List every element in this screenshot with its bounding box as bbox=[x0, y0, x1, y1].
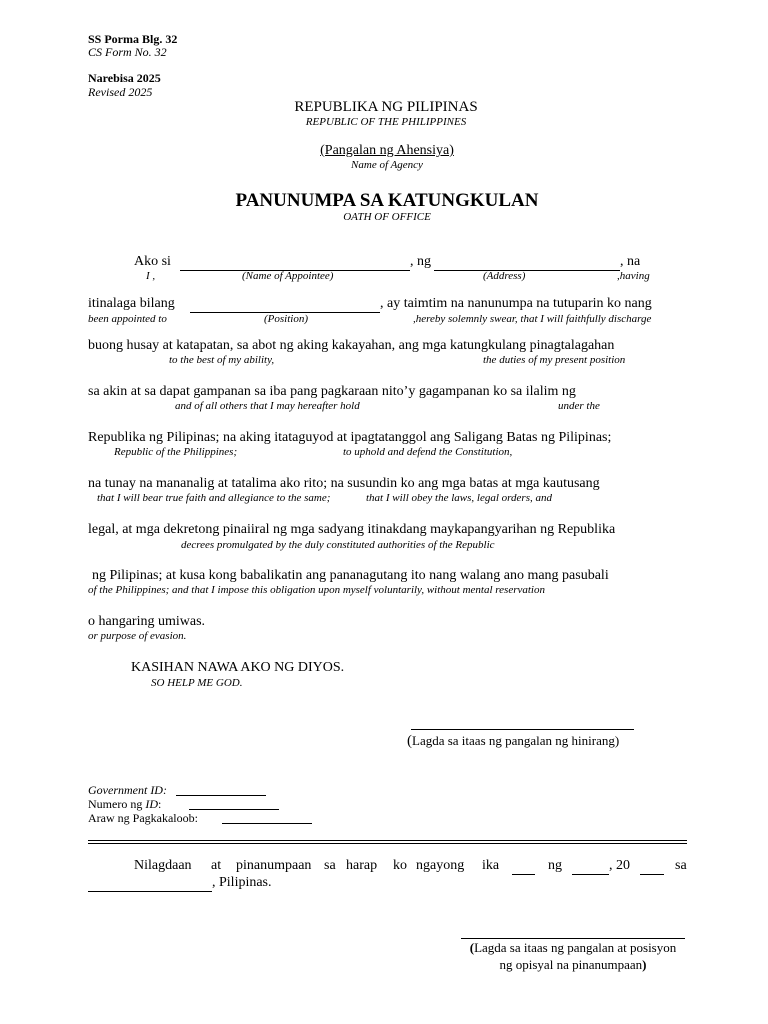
position-hint: (Position) bbox=[264, 313, 308, 325]
form-number-en: CS Form No. 32 bbox=[88, 45, 167, 59]
caption-text: Lagda sa itaas ng pangalan ng hinirang) bbox=[412, 733, 620, 748]
caption1-text: Lagda sa itaas ng pangalan at posisyon bbox=[474, 940, 677, 955]
month-blank[interactable] bbox=[572, 874, 609, 875]
place-blank[interactable] bbox=[88, 891, 212, 892]
government-id-blank[interactable] bbox=[176, 795, 266, 796]
government-id-label: Government ID: bbox=[88, 783, 167, 797]
country-fil: REPUBLIKA NG PILIPINAS bbox=[294, 99, 478, 115]
been-appointed-en: been appointed to bbox=[88, 313, 167, 325]
country-en: REPUBLIC OF THE PHILIPPINES bbox=[305, 116, 467, 128]
officer-signature-caption-2 bbox=[461, 957, 685, 973]
ako-si-label: Ako si bbox=[134, 254, 171, 269]
line8-text: ng Pilipinas; at kusa kong babalikatin ang pananagutang ito nang walang ano mang pasubali bbox=[92, 568, 609, 583]
address-hint: (Address) bbox=[483, 270, 526, 282]
divider-rule-top bbox=[88, 840, 687, 841]
araw-label: Araw ng Pagkakaloob: bbox=[88, 811, 198, 825]
attest-word-sa-1: sa bbox=[324, 858, 336, 873]
line7-en-1: decrees promulgated by the duly constituted authorities of the Republic bbox=[181, 539, 495, 551]
line5-en-2: to uphold and defend the Constitution, bbox=[343, 446, 513, 458]
line4-text: sa akin at sa dapat gampanan sa iba pang pagkaraan nito’y gagampanan ko sa ilalim ng bbox=[88, 384, 576, 399]
line6-en-1: that I will bear true faith and allegiance to the same; bbox=[97, 492, 331, 504]
line9-en-1: or purpose of evasion. bbox=[88, 630, 187, 642]
na-label: , na bbox=[620, 254, 641, 269]
officer-signature-caption-1 bbox=[461, 940, 685, 956]
revision-fil: Narebisa 2025 bbox=[88, 71, 161, 85]
agency-name-en: Name of Agency bbox=[351, 159, 423, 171]
government-id-row bbox=[88, 783, 167, 798]
hereby-en: ,hereby solemnly swear, that I will faithfully discharge bbox=[413, 313, 652, 325]
line6-text: na tunay na mananalig at tatalima ako rito; na susundin ko ang mga batas at mga kautusang bbox=[88, 476, 600, 491]
attest-word-pinanumpaan: pinanumpaan bbox=[236, 858, 312, 873]
itinalaga-label: itinalaga bilang bbox=[88, 296, 175, 311]
line8-en-1: of the Philippines; and that I impose this obligation upon myself voluntarily, without mental reservation bbox=[88, 584, 545, 596]
agency-name-placeholder: (Pangalan ng Ahensiya) bbox=[320, 143, 454, 158]
divider-rule-bottom bbox=[88, 843, 687, 844]
closing-en: SO HELP ME GOD. bbox=[151, 677, 243, 689]
attest-word-harap: harap bbox=[346, 858, 378, 873]
numero-id-row bbox=[88, 797, 161, 812]
attest-word-ngayong: ngayong bbox=[416, 858, 465, 873]
line7-text: legal, at mga dekretong pinaiiral ng mga sadyang itinakdang maykapangyarihan ng Republika bbox=[88, 522, 616, 537]
revision-en: Revised 2025 bbox=[88, 85, 153, 99]
line9-text: o hangaring umiwas. bbox=[88, 614, 206, 629]
day-blank[interactable] bbox=[512, 874, 535, 875]
attest-word-ng: ng bbox=[548, 858, 562, 873]
line2-text: , ay taimtim na nanunumpa na tutuparin ko nang bbox=[380, 296, 652, 311]
name-of-appointee-hint: (Name of Appointee) bbox=[242, 270, 334, 282]
araw-blank[interactable] bbox=[222, 823, 312, 824]
attest-word-at: at bbox=[211, 858, 222, 873]
numero-id-label-prefix: Numero ng bbox=[88, 797, 146, 811]
officer-signature-line[interactable] bbox=[461, 938, 685, 939]
line3-en-1: to the best of my ability, bbox=[169, 354, 275, 366]
attest-word-year-prefix: , 20 bbox=[609, 858, 630, 873]
year-blank[interactable] bbox=[640, 874, 664, 875]
numero-id-label-colon: : bbox=[158, 797, 162, 811]
caption-open-paren: ( bbox=[407, 733, 412, 749]
attest-word-nilagdaan: Nilagdaan bbox=[134, 858, 192, 873]
attest-word-ko: ko bbox=[393, 858, 407, 873]
appointee-signature-line[interactable] bbox=[411, 729, 634, 730]
line4-en-1: and of all others that I may hereafter hold bbox=[175, 400, 360, 412]
line3-en-2: the duties of my present position bbox=[483, 354, 626, 366]
page-title-en: OATH OF OFFICE bbox=[343, 211, 431, 223]
line3-text: buong husay at katapatan, sa abot ng aking kakayahan, ang mga katungkulang pinagtalagahan bbox=[88, 338, 615, 353]
line5-text: Republika ng Pilipinas; na aking itataguyod at ipagtatanggol ang Saligang Batas ng Pilipinas; bbox=[88, 430, 612, 445]
line6-en-2: that I will obey the laws, legal orders, and bbox=[366, 492, 552, 504]
address-blank[interactable] bbox=[434, 270, 620, 271]
line4-en-2: under the bbox=[558, 400, 600, 412]
i-en: I , bbox=[146, 270, 156, 282]
ng-label: , ng bbox=[410, 254, 431, 269]
caption2-close-paren: ) bbox=[642, 957, 647, 972]
having-en: ,having bbox=[617, 270, 650, 282]
closing-fil: KASIHAN NAWA AKO NG DIYOS. bbox=[131, 660, 345, 675]
form-number-fil: SS Porma Blg. 32 bbox=[88, 32, 178, 46]
caption1-open-paren: ( bbox=[469, 940, 475, 955]
page-title: PANUNUMPA SA KATUNGKULAN bbox=[235, 190, 539, 211]
appointee-signature-caption bbox=[407, 733, 619, 750]
attest-word-ika: ika bbox=[482, 858, 500, 873]
attest-word-sa-2: sa bbox=[675, 858, 687, 873]
caption2-text: ng opisyal na pinanumpaan bbox=[499, 957, 643, 972]
line5-en-1: Republic of the Philippines; bbox=[114, 446, 238, 458]
numero-id-blank[interactable] bbox=[189, 809, 279, 810]
numero-id-label-id: ID bbox=[145, 797, 158, 811]
attest-pilipinas: , Pilipinas. bbox=[212, 875, 272, 890]
